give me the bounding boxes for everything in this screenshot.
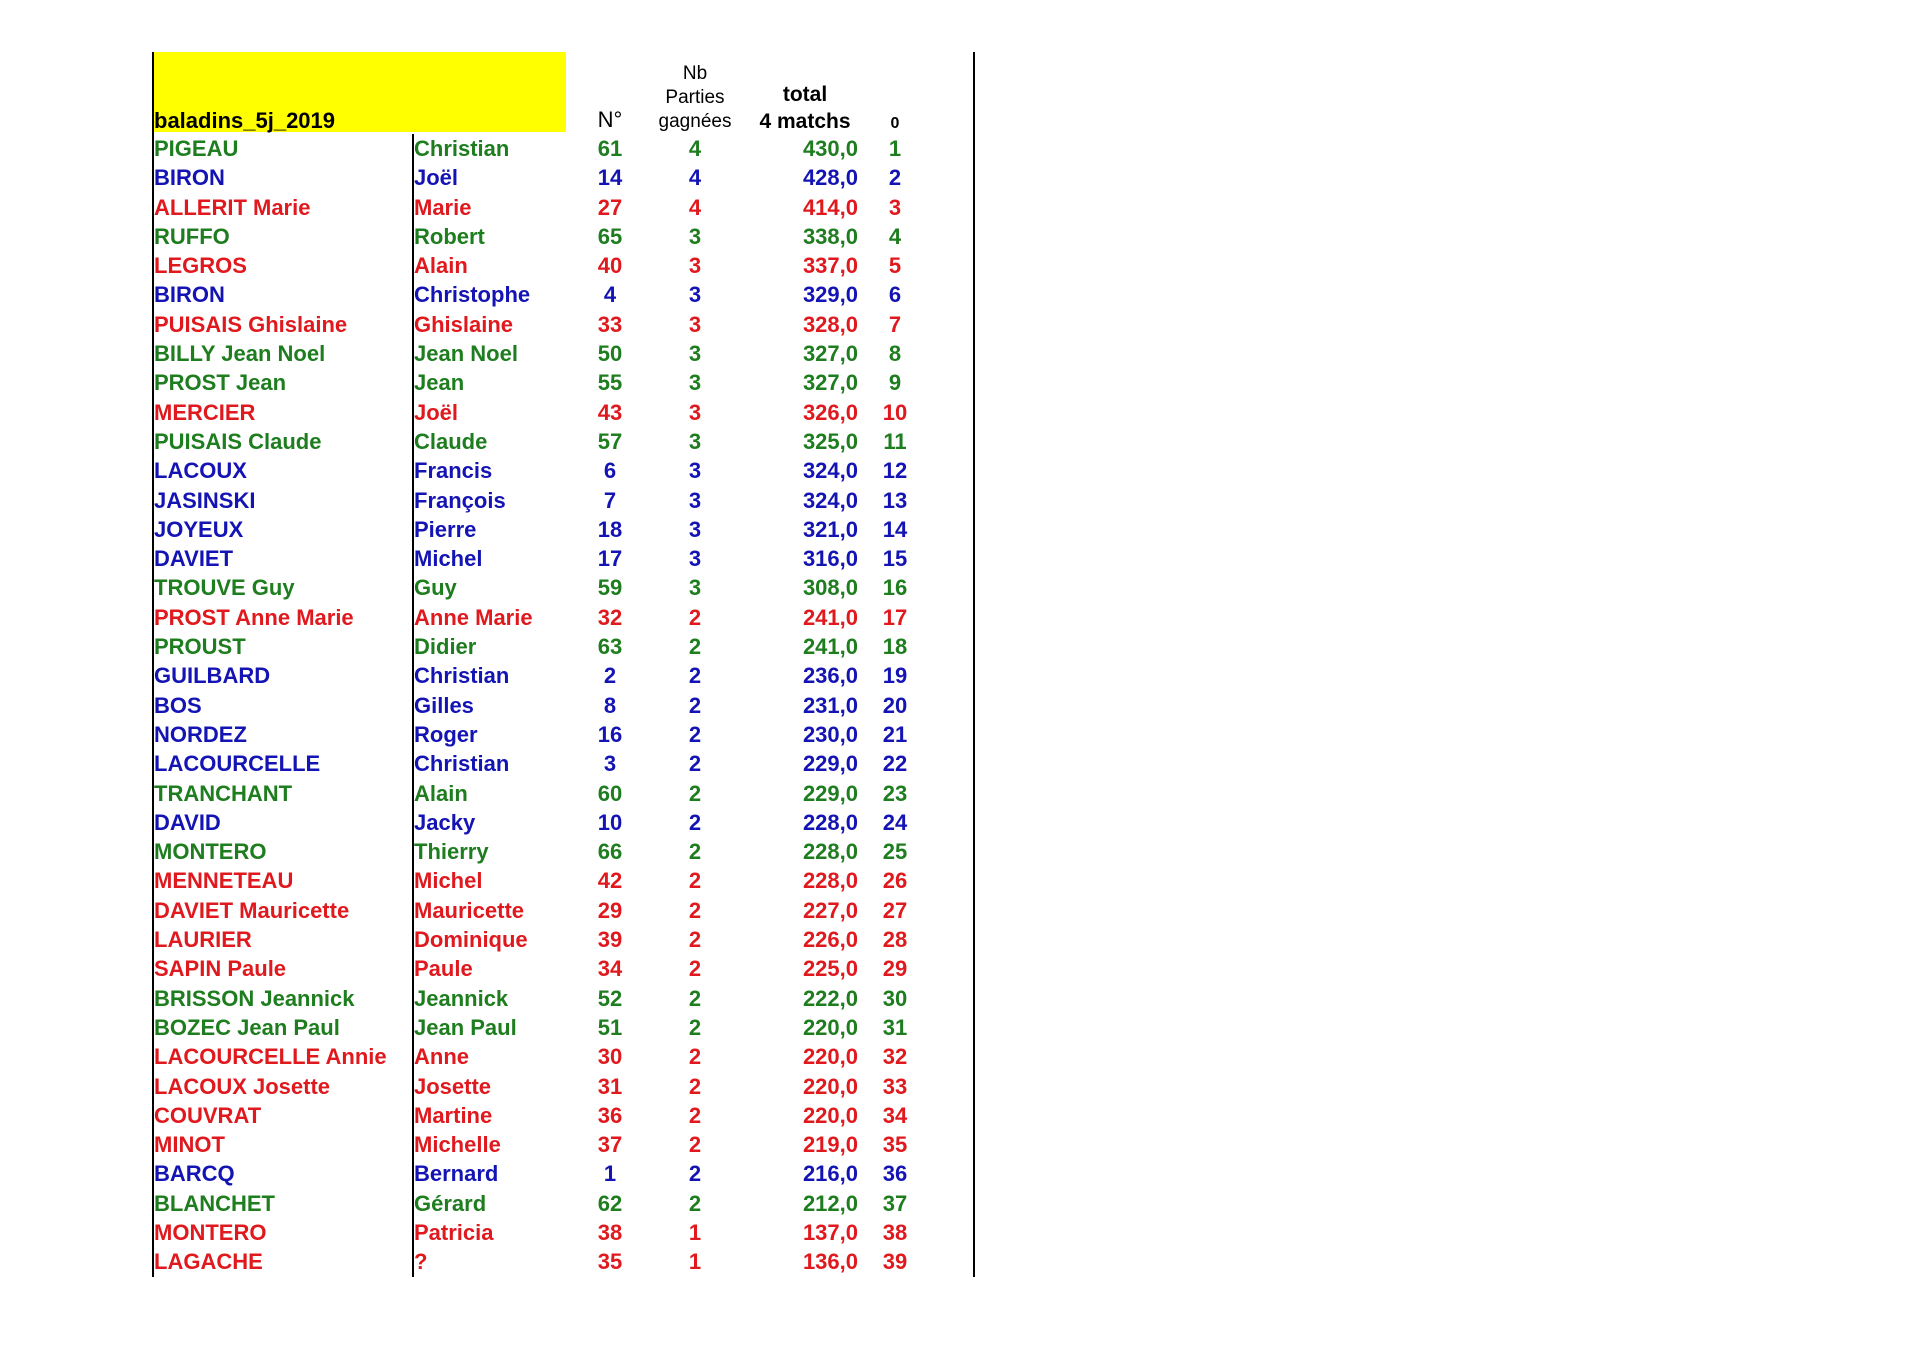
player-name: DAVID	[154, 809, 221, 835]
total-score: 430,0	[802, 136, 858, 161]
player-number: 66	[597, 839, 623, 865]
player-firstname: Mauricette	[414, 897, 525, 923]
total-score: 428,0	[802, 165, 858, 191]
rank: 33	[882, 1073, 908, 1099]
table-row	[0, 251, 1000, 280]
total-score: 324,0	[802, 458, 858, 484]
player-name: LAURIER	[154, 927, 252, 953]
header-total-line2: 4 matchs	[759, 110, 851, 133]
rank: 11	[883, 428, 907, 454]
player-number: 6	[603, 458, 617, 484]
player-name: BIRON	[154, 282, 225, 308]
table-row	[0, 603, 1000, 632]
player-firstname: Anne Marie	[414, 604, 533, 630]
games-won: 4	[688, 194, 702, 220]
sheet-title: baladins_5j_2019	[154, 108, 336, 133]
rank: 28	[882, 927, 908, 953]
player-name: PUISAIS Ghislaine	[154, 311, 348, 337]
player-name: DAVIET Mauricette	[154, 897, 350, 923]
player-number: 38	[597, 1219, 623, 1245]
total-score: 136,0	[802, 1249, 858, 1275]
player-firstname: Michel	[414, 546, 483, 572]
table-row	[0, 1159, 1000, 1188]
player-name: NORDEZ	[154, 721, 247, 747]
player-name: LACOUX	[154, 458, 247, 484]
player-firstname: Alain	[414, 253, 468, 279]
total-score: 216,0	[802, 1161, 858, 1187]
header-total-4-matchs	[745, 81, 865, 135]
player-number: 51	[597, 1014, 623, 1040]
table-row	[0, 1247, 1000, 1276]
rank: 22	[882, 751, 908, 777]
player-firstname: Joël	[414, 399, 459, 425]
player-name: LACOUX Josette	[154, 1073, 331, 1099]
player-name: TROUVE Guy	[154, 575, 295, 601]
total-score: 241,0	[802, 604, 858, 630]
rank: 3	[888, 194, 902, 220]
player-number: 33	[597, 311, 623, 337]
total-score: 338,0	[802, 223, 858, 249]
rank: 29	[882, 956, 908, 982]
table-row	[0, 1072, 1000, 1101]
rank: 32	[882, 1044, 908, 1070]
player-number: 50	[597, 341, 623, 367]
player-name: BIRON	[154, 165, 225, 191]
games-won: 3	[688, 399, 702, 425]
player-firstname: Jeannick	[414, 985, 509, 1011]
games-won: 3	[688, 341, 702, 367]
player-firstname: Marie	[414, 194, 472, 220]
rank: 20	[882, 692, 908, 718]
total-score: 328,0	[802, 311, 858, 337]
player-name: SAPIN Paule	[154, 956, 287, 982]
rank: 25	[882, 839, 908, 865]
player-number: 65	[597, 223, 623, 249]
header-total-line1: total	[782, 83, 828, 106]
games-won: 3	[688, 428, 702, 454]
player-firstname: Patricia	[414, 1219, 494, 1245]
table-row	[0, 1101, 1000, 1130]
player-number: 60	[597, 780, 623, 806]
header-nb-parties-gagnees	[650, 62, 740, 134]
table-row	[0, 280, 1000, 309]
player-name: MERCIER	[154, 399, 256, 425]
player-name: COUVRAT	[154, 1102, 262, 1128]
total-score: 212,0	[802, 1190, 858, 1216]
header-nb-line2: Parties	[665, 87, 725, 108]
player-firstname: Pierre	[414, 516, 477, 542]
player-firstname: Christian	[414, 751, 510, 777]
games-won: 4	[688, 165, 702, 191]
table-row	[0, 720, 1000, 749]
player-number: 17	[597, 546, 623, 572]
total-score: 228,0	[802, 809, 858, 835]
player-number: 8	[603, 692, 617, 718]
table-row	[0, 954, 1000, 983]
total-score: 329,0	[802, 282, 858, 308]
player-firstname: François	[414, 487, 506, 513]
table-row	[0, 984, 1000, 1013]
player-firstname: Martine	[414, 1102, 493, 1128]
player-firstname: Claude	[414, 428, 488, 454]
player-number: 2	[603, 663, 617, 689]
table-row	[0, 749, 1000, 778]
total-score: 229,0	[802, 751, 858, 777]
player-firstname: Christian	[414, 663, 510, 689]
player-number: 62	[597, 1190, 623, 1216]
player-firstname: Christophe	[414, 282, 531, 308]
total-score: 414,0	[802, 194, 858, 220]
rank: 16	[882, 575, 908, 601]
rank: 9	[888, 370, 902, 396]
header-nb-line3: gagnées	[658, 111, 732, 132]
table-row	[0, 368, 1000, 397]
table-row	[0, 1218, 1000, 1247]
player-firstname: Josette	[414, 1073, 492, 1099]
player-name: DAVIET	[154, 546, 234, 572]
player-number: 40	[597, 253, 623, 279]
total-score: 228,0	[802, 868, 858, 894]
table-row	[0, 398, 1000, 427]
player-firstname: Dominique	[414, 927, 528, 953]
games-won: 2	[688, 721, 702, 747]
total-score: 225,0	[802, 956, 858, 982]
games-won: 2	[688, 604, 702, 630]
player-name: PUISAIS Claude	[154, 428, 322, 454]
rank: 35	[882, 1132, 908, 1158]
games-won: 2	[688, 692, 702, 718]
table-row	[0, 573, 1000, 602]
table-row	[0, 661, 1000, 690]
games-won: 2	[688, 1190, 702, 1216]
games-won: 2	[688, 839, 702, 865]
games-won: 3	[688, 311, 702, 337]
player-number: 18	[597, 516, 623, 542]
games-won: 1	[688, 1219, 702, 1245]
table-row	[0, 1042, 1000, 1071]
total-score: 308,0	[802, 575, 858, 601]
rank: 18	[882, 634, 908, 660]
rank: 23	[882, 780, 908, 806]
table-row	[0, 632, 1000, 661]
player-firstname: Jean Noel	[414, 341, 518, 367]
total-score: 230,0	[802, 721, 858, 747]
table-row	[0, 515, 1000, 544]
table-row	[0, 544, 1000, 573]
player-firstname: Guy	[414, 575, 457, 601]
games-won: 2	[688, 780, 702, 806]
player-number: 61	[597, 136, 623, 161]
player-name: LEGROS	[154, 253, 247, 279]
total-score: 321,0	[802, 516, 858, 542]
games-won: 2	[688, 1132, 702, 1158]
rank: 34	[882, 1102, 908, 1128]
player-number: 10	[597, 809, 623, 835]
player-number: 7	[603, 487, 617, 513]
rank: 1	[888, 136, 902, 161]
games-won: 2	[688, 1161, 702, 1187]
total-score: 327,0	[802, 370, 858, 396]
table-row	[0, 1130, 1000, 1159]
rank: 36	[882, 1161, 908, 1187]
player-name: GUILBARD	[154, 663, 271, 689]
total-score: 222,0	[802, 985, 858, 1011]
player-name: JASINSKI	[154, 487, 256, 513]
total-score: 219,0	[802, 1132, 858, 1158]
player-firstname: Christian	[414, 136, 510, 161]
player-name: TRANCHANT	[154, 780, 293, 806]
table-row	[0, 896, 1000, 925]
games-won: 3	[688, 458, 702, 484]
table-row	[0, 222, 1000, 251]
total-score: 337,0	[802, 253, 858, 279]
player-number: 57	[597, 428, 623, 454]
player-number: 52	[597, 985, 623, 1011]
player-number: 27	[597, 194, 623, 220]
total-score: 327,0	[802, 341, 858, 367]
total-score: 220,0	[802, 1073, 858, 1099]
total-score: 137,0	[802, 1219, 858, 1245]
player-firstname: Didier	[414, 634, 477, 660]
player-number: 14	[597, 165, 623, 191]
total-score: 316,0	[802, 546, 858, 572]
table-row	[0, 163, 1000, 192]
player-firstname: Jean Paul	[414, 1014, 517, 1040]
rank: 4	[888, 223, 902, 249]
games-won: 2	[688, 1044, 702, 1070]
header-rang: 0	[890, 115, 900, 132]
player-name: PIGEAU	[154, 136, 239, 161]
rank: 27	[882, 897, 908, 923]
games-won: 2	[688, 634, 702, 660]
games-won: 3	[688, 223, 702, 249]
player-name: BRISSON Jeannick	[154, 985, 355, 1011]
total-score: 229,0	[802, 780, 858, 806]
player-firstname: ?	[414, 1249, 428, 1275]
player-firstname: Michel	[414, 868, 483, 894]
rank: 8	[888, 341, 902, 367]
rank: 7	[888, 311, 902, 337]
player-name: ALLERIT Marie	[154, 194, 311, 220]
total-score: 220,0	[802, 1102, 858, 1128]
player-name: MONTERO	[154, 839, 267, 865]
player-number: 4	[603, 282, 617, 308]
games-won: 3	[688, 253, 702, 279]
player-firstname: Jean	[414, 370, 465, 396]
games-won: 2	[688, 927, 702, 953]
player-firstname: Bernard	[414, 1161, 499, 1187]
rank: 10	[882, 399, 908, 425]
table-row	[0, 193, 1000, 222]
games-won: 2	[688, 1073, 702, 1099]
player-firstname: Jacky	[414, 809, 476, 835]
player-number: 39	[597, 927, 623, 953]
table-row	[0, 427, 1000, 456]
games-won: 3	[688, 546, 702, 572]
player-firstname: Gérard	[414, 1190, 487, 1216]
total-score: 220,0	[802, 1014, 858, 1040]
player-number: 35	[597, 1249, 623, 1275]
player-number: 37	[597, 1132, 623, 1158]
player-number: 1	[603, 1161, 617, 1187]
player-number: 36	[597, 1102, 623, 1128]
rank: 31	[882, 1014, 908, 1040]
games-won: 3	[688, 575, 702, 601]
total-score: 220,0	[802, 1044, 858, 1070]
games-won: 2	[688, 897, 702, 923]
table-row	[0, 134, 1000, 163]
total-score: 228,0	[802, 839, 858, 865]
games-won: 3	[688, 370, 702, 396]
games-won: 3	[688, 282, 702, 308]
header-numero: N°	[597, 107, 623, 132]
rank: 6	[888, 282, 902, 308]
player-firstname: Francis	[414, 458, 493, 484]
results-table	[0, 134, 1000, 1277]
player-firstname: Gilles	[414, 692, 474, 718]
table-row	[0, 779, 1000, 808]
table-row	[0, 1189, 1000, 1218]
rank: 24	[882, 809, 908, 835]
table-row	[0, 808, 1000, 837]
rank: 13	[882, 487, 908, 513]
player-number: 55	[597, 370, 623, 396]
rank: 15	[882, 546, 908, 572]
rank: 5	[888, 253, 902, 279]
total-score: 325,0	[802, 428, 858, 454]
total-score: 231,0	[802, 692, 858, 718]
total-score: 241,0	[802, 634, 858, 660]
player-number: 16	[597, 721, 623, 747]
player-name: PROST Anne Marie	[154, 604, 354, 630]
player-firstname: Joël	[414, 165, 459, 191]
player-name: BOS	[154, 692, 202, 718]
rank: 39	[882, 1249, 908, 1275]
total-score: 226,0	[802, 927, 858, 953]
games-won: 4	[688, 136, 702, 161]
player-name: BLANCHET	[154, 1190, 275, 1216]
rank: 38	[882, 1219, 908, 1245]
player-name: MENNETEAU	[154, 868, 294, 894]
total-score: 236,0	[802, 663, 858, 689]
player-firstname: Roger	[414, 721, 478, 747]
table-row	[0, 925, 1000, 954]
player-name: MONTERO	[154, 1219, 267, 1245]
games-won: 2	[688, 809, 702, 835]
table-row	[0, 691, 1000, 720]
player-name: RUFFO	[154, 223, 230, 249]
table-row	[0, 456, 1000, 485]
table-row	[0, 310, 1000, 339]
table-row	[0, 486, 1000, 515]
player-firstname: Anne	[414, 1044, 469, 1070]
games-won: 2	[688, 663, 702, 689]
player-number: 59	[597, 575, 623, 601]
rank: 2	[888, 165, 902, 191]
total-score: 324,0	[802, 487, 858, 513]
player-name: MINOT	[154, 1132, 225, 1158]
rank: 12	[882, 458, 908, 484]
rank: 30	[882, 985, 908, 1011]
games-won: 2	[688, 1102, 702, 1128]
player-name: BARCQ	[154, 1161, 235, 1187]
total-score: 326,0	[802, 399, 858, 425]
player-firstname: Paule	[414, 956, 473, 982]
rank: 37	[882, 1190, 908, 1216]
player-name: LACOURCELLE Annie	[154, 1044, 387, 1070]
player-number: 30	[597, 1044, 623, 1070]
player-name: LACOURCELLE	[154, 751, 321, 777]
player-firstname: Thierry	[414, 839, 489, 865]
rank: 19	[882, 663, 908, 689]
player-number: 34	[597, 956, 623, 982]
header-nb-line1: Nb	[682, 63, 708, 84]
games-won: 2	[688, 868, 702, 894]
table-row	[0, 866, 1000, 895]
table-row	[0, 339, 1000, 368]
rank: 14	[882, 516, 908, 542]
player-name: PROST Jean	[154, 370, 287, 396]
games-won: 2	[688, 1014, 702, 1040]
player-name: LAGACHE	[154, 1249, 263, 1275]
player-name: BILLY Jean Noel	[154, 341, 326, 367]
rank: 26	[882, 868, 908, 894]
games-won: 3	[688, 516, 702, 542]
games-won: 1	[688, 1249, 702, 1275]
games-won: 2	[688, 956, 702, 982]
player-number: 31	[597, 1073, 623, 1099]
player-number: 43	[597, 399, 623, 425]
table-row	[0, 837, 1000, 866]
player-firstname: Ghislaine	[414, 311, 514, 337]
player-firstname: Alain	[414, 780, 468, 806]
total-score: 227,0	[802, 897, 858, 923]
table-row	[0, 1013, 1000, 1042]
player-name: PROUST	[154, 634, 246, 660]
player-firstname: Robert	[414, 223, 485, 249]
games-won: 2	[688, 751, 702, 777]
rank: 21	[882, 721, 908, 747]
games-won: 3	[688, 487, 702, 513]
player-number: 42	[597, 868, 623, 894]
player-number: 29	[597, 897, 623, 923]
games-won: 2	[688, 985, 702, 1011]
player-firstname: Michelle	[414, 1132, 501, 1158]
player-name: BOZEC Jean Paul	[154, 1014, 340, 1040]
rank: 17	[882, 604, 908, 630]
player-number: 32	[597, 604, 623, 630]
player-name: JOYEUX	[154, 516, 244, 542]
player-number: 63	[597, 634, 623, 660]
player-number: 3	[603, 751, 617, 777]
